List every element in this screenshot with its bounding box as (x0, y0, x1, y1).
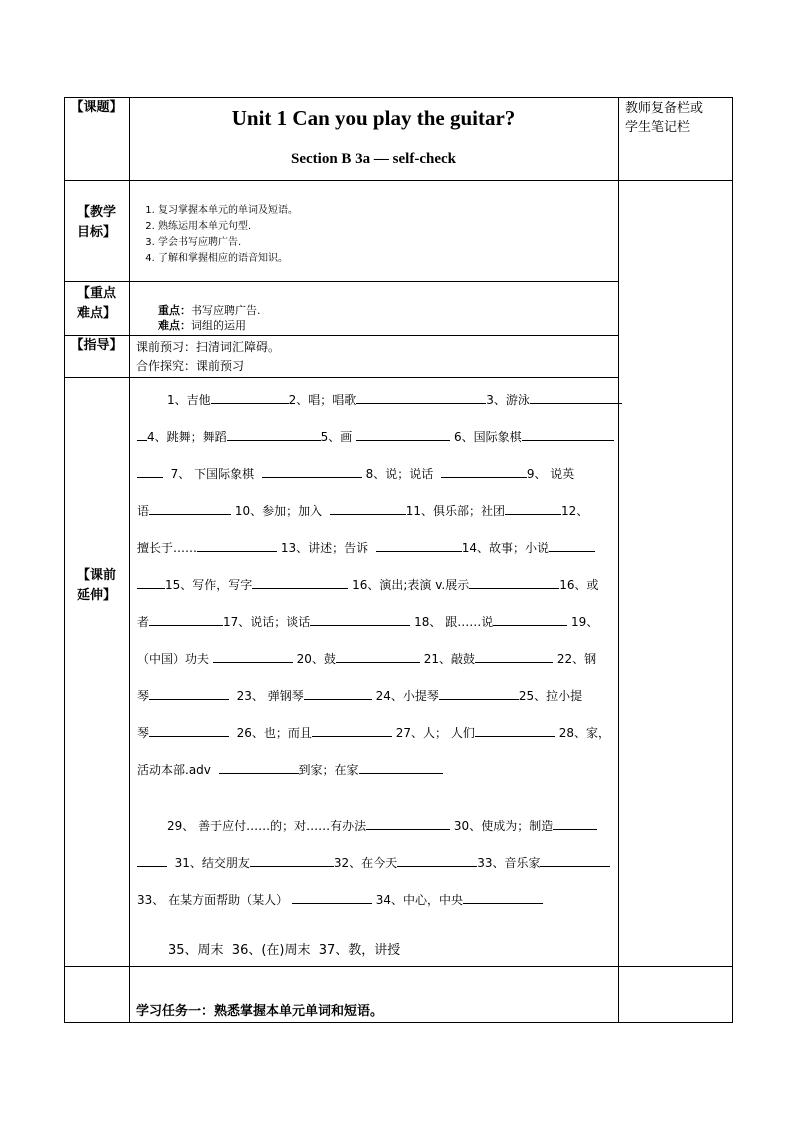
vocab-prompt: 23、 弹钢琴 (236, 689, 304, 703)
vocab-prompt: 15、写作，写字 (165, 578, 253, 592)
answer-blank[interactable] (250, 853, 334, 867)
answer-blank[interactable] (493, 612, 567, 626)
vocab-prompt: 12、 (561, 504, 589, 518)
answer-blank[interactable] (376, 538, 462, 552)
objectives-label-line2: 目标】 (76, 225, 116, 240)
vocab-prompt: 8、说；说话 (365, 467, 434, 481)
vocab-row (137, 853, 610, 870)
objectives-list (140, 203, 298, 267)
answer-blank[interactable] (310, 612, 410, 626)
vocab-prompt: 7、 下国际象棋 (170, 467, 255, 481)
answer-blank[interactable] (149, 723, 229, 737)
answer-blank[interactable] (553, 816, 597, 830)
answer-blank[interactable] (336, 649, 420, 663)
answer-blank[interactable] (356, 390, 486, 404)
answer-blank[interactable] (149, 501, 231, 515)
answer-blank[interactable] (366, 816, 450, 830)
guide-cooperation: 合作探究：课前预习 (136, 359, 245, 373)
answer-blank[interactable] (262, 464, 362, 478)
vocab-row (137, 501, 588, 518)
objective-item: 1. 复习掌握本单元的单词及短语。 (158, 203, 298, 219)
key-point-label: 重点： (158, 304, 191, 317)
answer-blank[interactable] (530, 390, 622, 404)
answer-blank[interactable] (213, 649, 293, 663)
answer-blank[interactable] (137, 464, 163, 478)
vocab-prompt: 13、讲述；告诉 (280, 541, 369, 555)
learning-task: 学习任务一：熟悉掌握本单元单词和短语。 (136, 1004, 384, 1019)
answer-blank[interactable] (356, 427, 450, 441)
vocab-prompt: 琴 (137, 726, 150, 740)
answer-blank[interactable] (252, 575, 348, 589)
answer-blank[interactable] (359, 760, 443, 774)
objective-item: 4. 了解和掌握相应的语音知识。 (158, 251, 298, 267)
vocab-row (137, 538, 595, 555)
vocab-prompt: （中国）功夫 (137, 652, 210, 666)
difficult-point-label: 难点： (158, 319, 191, 332)
vocab-prompt: 21、敲鼓 (423, 652, 476, 666)
vocab-prompt: 14、故事；小说 (461, 541, 550, 555)
answer-blank[interactable] (330, 501, 406, 515)
table-border-right (732, 97, 733, 1023)
row-line (64, 966, 733, 967)
vocab-prompt: 26、也；而且 (236, 726, 312, 740)
answer-blank[interactable] (505, 501, 561, 515)
answer-blank[interactable] (469, 575, 559, 589)
vocab-prompt: 28、家， (558, 726, 610, 740)
table-divider-notes (618, 97, 619, 1023)
notes-label-line2: 学生笔记栏 (625, 120, 691, 135)
answer-blank[interactable] (439, 686, 519, 700)
page-subtitle: Section B 3a — self-check (291, 151, 456, 167)
vocab-prompt: 22、钢 (556, 652, 597, 666)
keypoints-label (64, 284, 129, 324)
vocab-prompt: 4、跳舞；舞蹈 (147, 430, 227, 444)
answer-blank[interactable] (441, 464, 527, 478)
answer-blank[interactable] (475, 723, 555, 737)
answer-blank[interactable] (304, 686, 372, 700)
answer-blank[interactable] (227, 427, 321, 441)
vocab-row (137, 890, 543, 907)
topic-label: 【课题】 (70, 100, 123, 115)
vocab-prompt: 10、参加；加入 (234, 504, 323, 518)
vocab-row (167, 816, 597, 833)
vocab-prompt: 34、中心，中央 (375, 893, 464, 907)
vocab-prompt: 17、说话；谈话 (223, 615, 311, 629)
answer-blank[interactable] (137, 853, 167, 867)
answer-blank[interactable] (137, 427, 147, 441)
vocab-row (137, 427, 614, 444)
guide-preview: 课前预习：扫清词汇障碍。 (136, 340, 281, 354)
vocab-row (137, 575, 599, 592)
difficult-point-text: 词组的运用 (191, 319, 246, 332)
vocab-prompt: 者 (137, 615, 150, 629)
keypoints-label-line1: 【重点 (76, 286, 116, 301)
vocab-row (137, 686, 582, 703)
vocab-prompt: 1、吉他 (167, 393, 211, 407)
vocab-prompt: 16、演出;表演 v.展示 (352, 578, 470, 592)
answer-blank[interactable] (137, 575, 165, 589)
vocab-prompt: 33、音乐家 (477, 856, 541, 870)
vocab-prompt: 琴 (137, 689, 150, 703)
notes-column-label (625, 99, 703, 137)
vocab-prompt: 2、唱；唱歌 (288, 393, 357, 407)
vocab-prompt: 5、画 (320, 430, 353, 444)
row-line (64, 335, 619, 336)
answer-blank[interactable] (292, 890, 372, 904)
answer-blank[interactable] (475, 649, 553, 663)
guide-label: 【指导】 (70, 338, 123, 353)
page-title: Unit 1 Can you play the guitar? (231, 106, 516, 130)
table-divider-label (129, 97, 130, 1023)
key-point-text: 书写应聘广告. (191, 304, 261, 317)
answer-blank[interactable] (463, 890, 543, 904)
answer-blank[interactable] (211, 390, 289, 404)
answer-blank[interactable] (549, 538, 595, 552)
answer-blank[interactable] (197, 538, 277, 552)
row-line (64, 97, 733, 98)
vocab-row (137, 723, 610, 740)
vocab-prompt: 27、人； 人们 (395, 726, 475, 740)
objectives-label (64, 203, 129, 243)
extension-label (64, 566, 129, 606)
keypoints-label-line2: 难点】 (76, 306, 116, 321)
row-line (64, 377, 619, 378)
objectives-label-line1: 【教学 (76, 205, 116, 220)
vocab-prompt: 擅长于…… (137, 541, 198, 555)
vocab-prompt: 到家；在家 (298, 763, 359, 777)
vocab-prompt: 18、 跟……说 (414, 615, 494, 629)
answer-blank[interactable] (149, 686, 229, 700)
vocab-prompt: 25、拉小提 (518, 689, 583, 703)
answer-blank[interactable] (522, 427, 614, 441)
vocab-prompt: 6、国际象棋 (453, 430, 522, 444)
notes-label-line1: 教师复备栏或 (625, 101, 704, 116)
vocab-prompt: 19、 (571, 615, 599, 629)
extension-label-line1: 【课前 (76, 568, 116, 583)
vocab-prompt: 20、鼓 (296, 652, 336, 666)
row-line (64, 1022, 733, 1023)
objective-item: 2. 熟练运用本单元句型. (158, 219, 298, 235)
vocab-row (137, 612, 598, 629)
vocab-row (167, 390, 622, 407)
vocab-prompt: 30、使成为；制造 (453, 819, 554, 833)
vocab-prompt: 33、 在某方面帮助（某人） (137, 893, 289, 907)
answer-blank[interactable] (540, 853, 610, 867)
vocab-prompt: 9、 说英 (526, 467, 575, 481)
answer-blank[interactable] (149, 612, 223, 626)
vocab-prompt: 31、结交朋友 (174, 856, 250, 870)
vocab-prompt: 32、在今天 (333, 856, 398, 870)
extension-label-line2: 延伸】 (76, 588, 116, 603)
key-point (158, 303, 261, 318)
row-line (64, 281, 619, 282)
difficult-point (158, 318, 246, 333)
vocab-row (137, 760, 443, 777)
objective-item: 3. 学会书写应聘广告. (158, 235, 298, 251)
answer-blank[interactable] (397, 853, 477, 867)
vocab-row (137, 464, 574, 481)
vocab-prompt: 16、或 (559, 578, 599, 592)
vocab-prompt: 29、 善于应付……的；对……有办法 (167, 819, 367, 833)
vocab-prompt: 活动本部.adv (137, 763, 211, 777)
vocab-prompt: 24、小提琴 (375, 689, 439, 703)
row-line (64, 180, 733, 181)
vocab-prompt: 3、游泳 (486, 393, 530, 407)
vocab-row (137, 649, 596, 666)
vocab-prompt: 语 (137, 504, 150, 518)
answer-blank[interactable] (312, 723, 392, 737)
answer-blank[interactable] (219, 760, 299, 774)
vocab-prompt: 11、俱乐部；社团 (405, 504, 506, 518)
vocab-row-final: 35、周末 36、(在)周末 37、教，讲授 (168, 943, 401, 958)
